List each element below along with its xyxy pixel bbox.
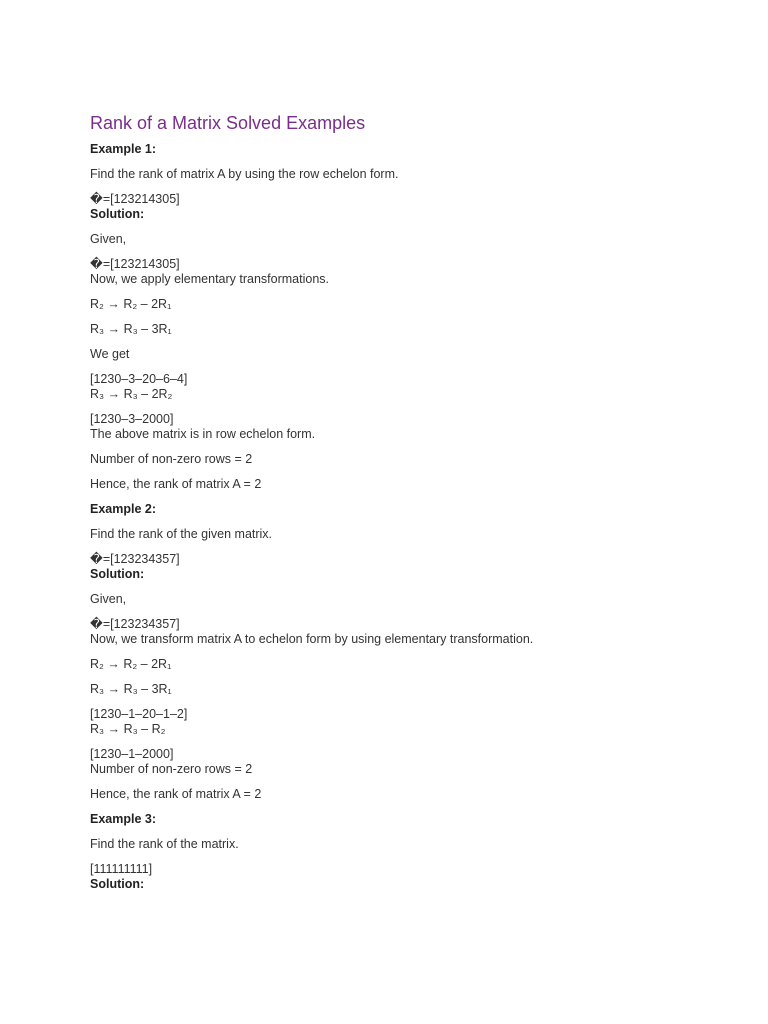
text-line: The above matrix is in row echelon form. [90,427,316,441]
solution-label: Solution: [90,207,145,221]
row-operation: R₂ → R₂ – 2R₁ [90,657,172,671]
matrix-expression: �=[123234357] [90,617,180,631]
text-line: Find the rank of the matrix. [90,837,239,851]
matrix-expression: [1230–3–20–6–4] [90,372,188,386]
text-line: Hence, the rank of matrix A = 2 [90,787,262,801]
example-heading: Example 3: [90,812,157,826]
matrix-expression: �=[123214305] [90,192,180,206]
matrix-expression: �=[123214305] [90,257,180,271]
document-content [90,142,730,892]
text-line: Given, [90,232,127,246]
matrix-expression: [1230–1–20–1–2] [90,707,188,721]
row-operation: R₃ → R₃ – 3R₁ [90,322,172,336]
document-body [90,112,730,892]
row-operation: R₃ → R₃ – 2R₂ [90,387,173,401]
matrix-expression: [1230–1–2000] [90,747,174,761]
text-line: We get [90,347,130,361]
row-operation: R₂ → R₂ – 2R₁ [90,297,172,311]
row-operation: R₃ → R₃ – R₂ [90,722,166,736]
matrix-expression: [111111111] [90,862,153,876]
row-operation: R₃ → R₃ – 3R₁ [90,682,172,696]
text-line: Hence, the rank of matrix A = 2 [90,477,262,491]
solution-label: Solution: [90,877,145,891]
matrix-expression: �=[123234357] [90,552,180,566]
text-line: Number of non-zero rows = 2 [90,762,253,776]
solution-label: Solution: [90,567,145,581]
text-line: Given, [90,592,127,606]
text-line: Number of non-zero rows = 2 [90,452,253,466]
example-heading: Example 1: [90,142,157,156]
text-line: Now, we apply elementary transformations. [90,272,329,286]
matrix-expression: [1230–3–2000] [90,412,174,426]
text-line: Find the rank of matrix A by using the row echelon form. [90,167,399,181]
text-line: Find the rank of the given matrix. [90,527,273,541]
page-title: Rank of a Matrix Solved Examples [90,113,366,133]
text-line: Now, we transform matrix A to echelon form by using elementary transformation. [90,632,534,646]
example-heading: Example 2: [90,502,157,516]
